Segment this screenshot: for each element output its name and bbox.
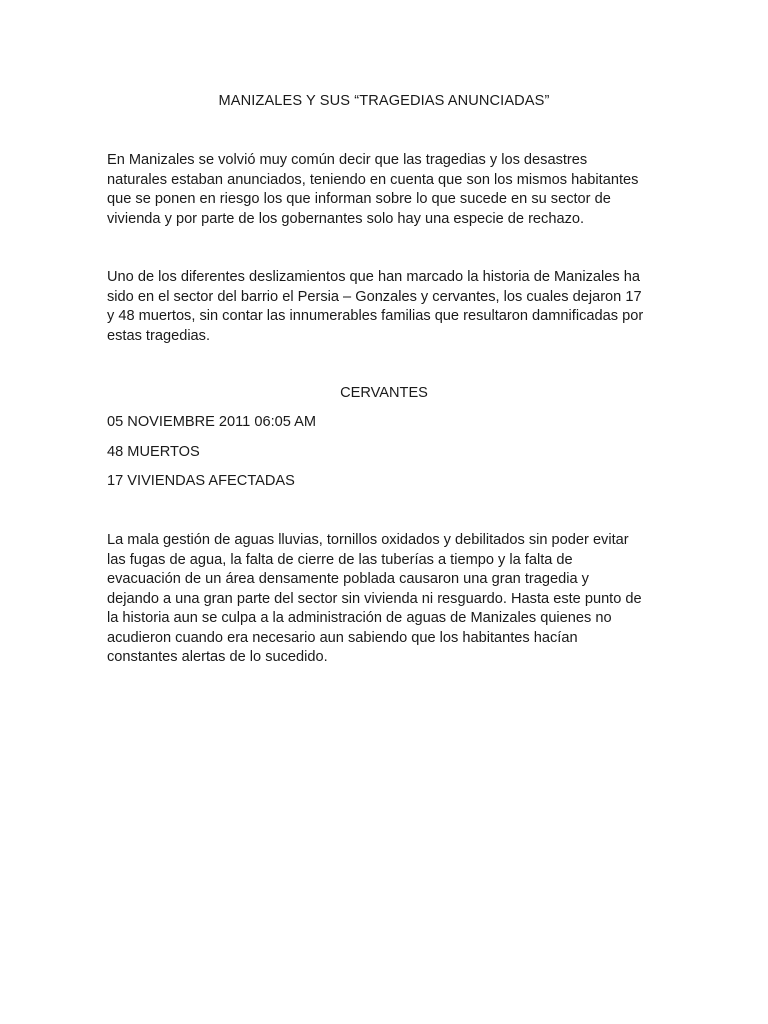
paragraph-line: naturales estaban anunciados, teniendo en cuenta que son los mismos habitantes <box>107 171 639 188</box>
paragraph-line: las fugas de agua, la falta de cierre de las tuberías a tiempo y la falta de <box>107 551 573 568</box>
section-heading: CERVANTES <box>340 385 428 401</box>
affected-homes: 17 VIVIENDAS AFECTADAS <box>107 473 295 489</box>
intro-paragraph <box>107 151 667 229</box>
paragraph-line: y 48 muertos, sin contar las innumerables familias que resultaron damnificadas por <box>107 308 644 324</box>
event-date: 05 NOVIEMBRE 2011 06:05 AM <box>107 414 317 430</box>
paragraph-line: estas tragedias. <box>107 327 211 344</box>
paragraph-line: Uno de los diferentes deslizamientos que han marcado la historia de Manizales ha <box>107 269 640 285</box>
cause-paragraph <box>107 531 667 668</box>
landslide-paragraph <box>107 268 667 346</box>
paragraph-line: sido en el sector del barrio el Persia – Gonzales y cervantes, los cuales dejaron 17 <box>107 288 642 305</box>
death-count: 48 MUERTOS <box>107 444 200 460</box>
paragraph-line: que se ponen en riesgo los que informan sobre lo que sucede en su sector de <box>107 191 611 207</box>
paragraph-line: acudieron cuando era necesario aun sabiendo que los habitantes hacían <box>107 629 578 646</box>
paragraph-line: evacuación de un área densamente poblada causaron una gran tragedia y <box>107 571 589 587</box>
document-title: MANIZALES Y SUS “TRAGEDIAS ANUNCIADAS” <box>218 93 550 109</box>
paragraph-line: constantes alertas de lo sucedido. <box>107 649 328 665</box>
paragraph-line: La mala gestión de aguas lluvias, tornillos oxidados y debilitados sin poder evitar <box>107 532 629 548</box>
paragraph-line: En Manizales se volvió muy común decir que las tragedias y los desastres <box>107 152 588 168</box>
paragraph-line: vivienda y por parte de los gobernantes solo hay una especie de rechazo. <box>107 210 585 227</box>
paragraph-line: la historia aun se culpa a la administración de aguas de Manizales quienes no <box>107 610 612 626</box>
paragraph-line: dejando a una gran parte del sector sin vivienda ni resguardo. Hasta este punto de <box>107 590 642 607</box>
